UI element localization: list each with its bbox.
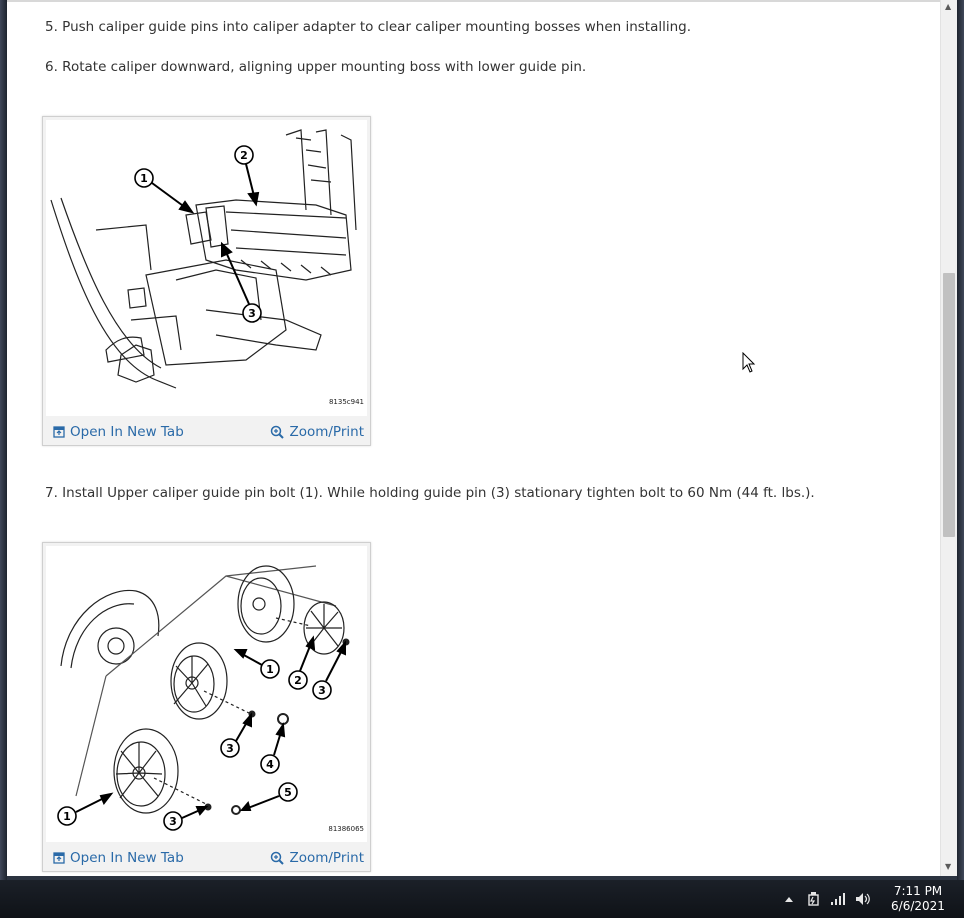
system-clock[interactable] — [872, 884, 964, 914]
figure-wheel-installation — [42, 542, 371, 872]
callout-3-bottom: 3 — [169, 815, 177, 828]
magnifier-icon — [270, 851, 284, 865]
caliper-drawing — [46, 120, 367, 416]
zoom-print-label: Zoom/Print — [289, 850, 364, 866]
open-in-new-tab-label: Open In New Tab — [70, 424, 184, 440]
callout-1: 1 — [140, 172, 148, 185]
figure-2-toolbar — [43, 845, 370, 871]
zoom-print-link[interactable] — [270, 850, 364, 866]
show-hidden-icons-chevron[interactable] — [784, 880, 794, 918]
callout-5: 5 — [284, 786, 292, 799]
page-content — [7, 0, 940, 876]
network-signal-icon[interactable] — [830, 880, 846, 918]
window-border-left — [0, 0, 7, 880]
callout-3-top: 3 — [318, 684, 326, 697]
open-in-new-tab-label: Open In New Tab — [70, 850, 184, 866]
scrollbar-thumb[interactable] — [943, 273, 955, 537]
wheel-drawing — [46, 546, 367, 842]
callout-3: 3 — [248, 307, 256, 320]
figure-caliper-guide-pins — [42, 116, 371, 446]
caliper-illustration[interactable] — [46, 120, 367, 416]
callout-1-top: 1 — [266, 663, 274, 676]
window-border-right — [957, 0, 964, 880]
signal-bars-icon — [830, 892, 846, 906]
scroll-up-arrow-icon[interactable]: ▲ — [945, 2, 952, 11]
zoom-print-link[interactable] — [270, 424, 364, 440]
step-5-text: 5. Push caliper guide pins into caliper adapter to clear caliper mounting bosses when installing. — [45, 19, 692, 35]
scroll-down-arrow-icon[interactable]: ▼ — [945, 862, 952, 871]
step-7-text: 7. Install Upper caliper guide pin bolt (1). While holding guide pin (3) stationary tighten bolt to 60 Nm (44 ft. lbs.). — [45, 485, 815, 501]
callout-3-middle: 3 — [226, 742, 234, 755]
battery-plug-icon — [806, 891, 822, 907]
open-new-tab-icon — [53, 426, 65, 438]
power-plug-icon[interactable] — [806, 880, 822, 918]
open-in-new-tab-link[interactable] — [53, 424, 184, 440]
image-code: 8135c941 — [328, 398, 364, 406]
windows-taskbar — [0, 880, 964, 918]
zoom-print-label: Zoom/Print — [289, 424, 364, 440]
volume-icon[interactable] — [854, 880, 872, 918]
open-new-tab-icon — [53, 852, 65, 864]
step-6-text: 6. Rotate caliper downward, aligning upper mounting boss with lower guide pin. — [45, 59, 587, 75]
page-top-divider — [7, 0, 940, 2]
figure-1-toolbar — [43, 419, 370, 445]
callout-1-bottom: 1 — [63, 810, 71, 823]
clock-time: 7:11 PM — [893, 884, 943, 898]
magnifier-icon — [270, 425, 284, 439]
clock-date: 6/6/2021 — [891, 899, 945, 913]
speaker-icon — [854, 891, 872, 907]
callout-2: 2 — [240, 149, 248, 162]
open-in-new-tab-link[interactable] — [53, 850, 184, 866]
chevron-up-icon — [784, 895, 794, 903]
callout-2: 2 — [294, 674, 302, 687]
image-code: 81386065 — [328, 825, 364, 833]
vertical-scrollbar[interactable] — [940, 0, 958, 876]
mouse-pointer-icon — [742, 352, 756, 374]
wheel-illustration[interactable] — [46, 546, 367, 842]
callout-4: 4 — [266, 758, 274, 771]
